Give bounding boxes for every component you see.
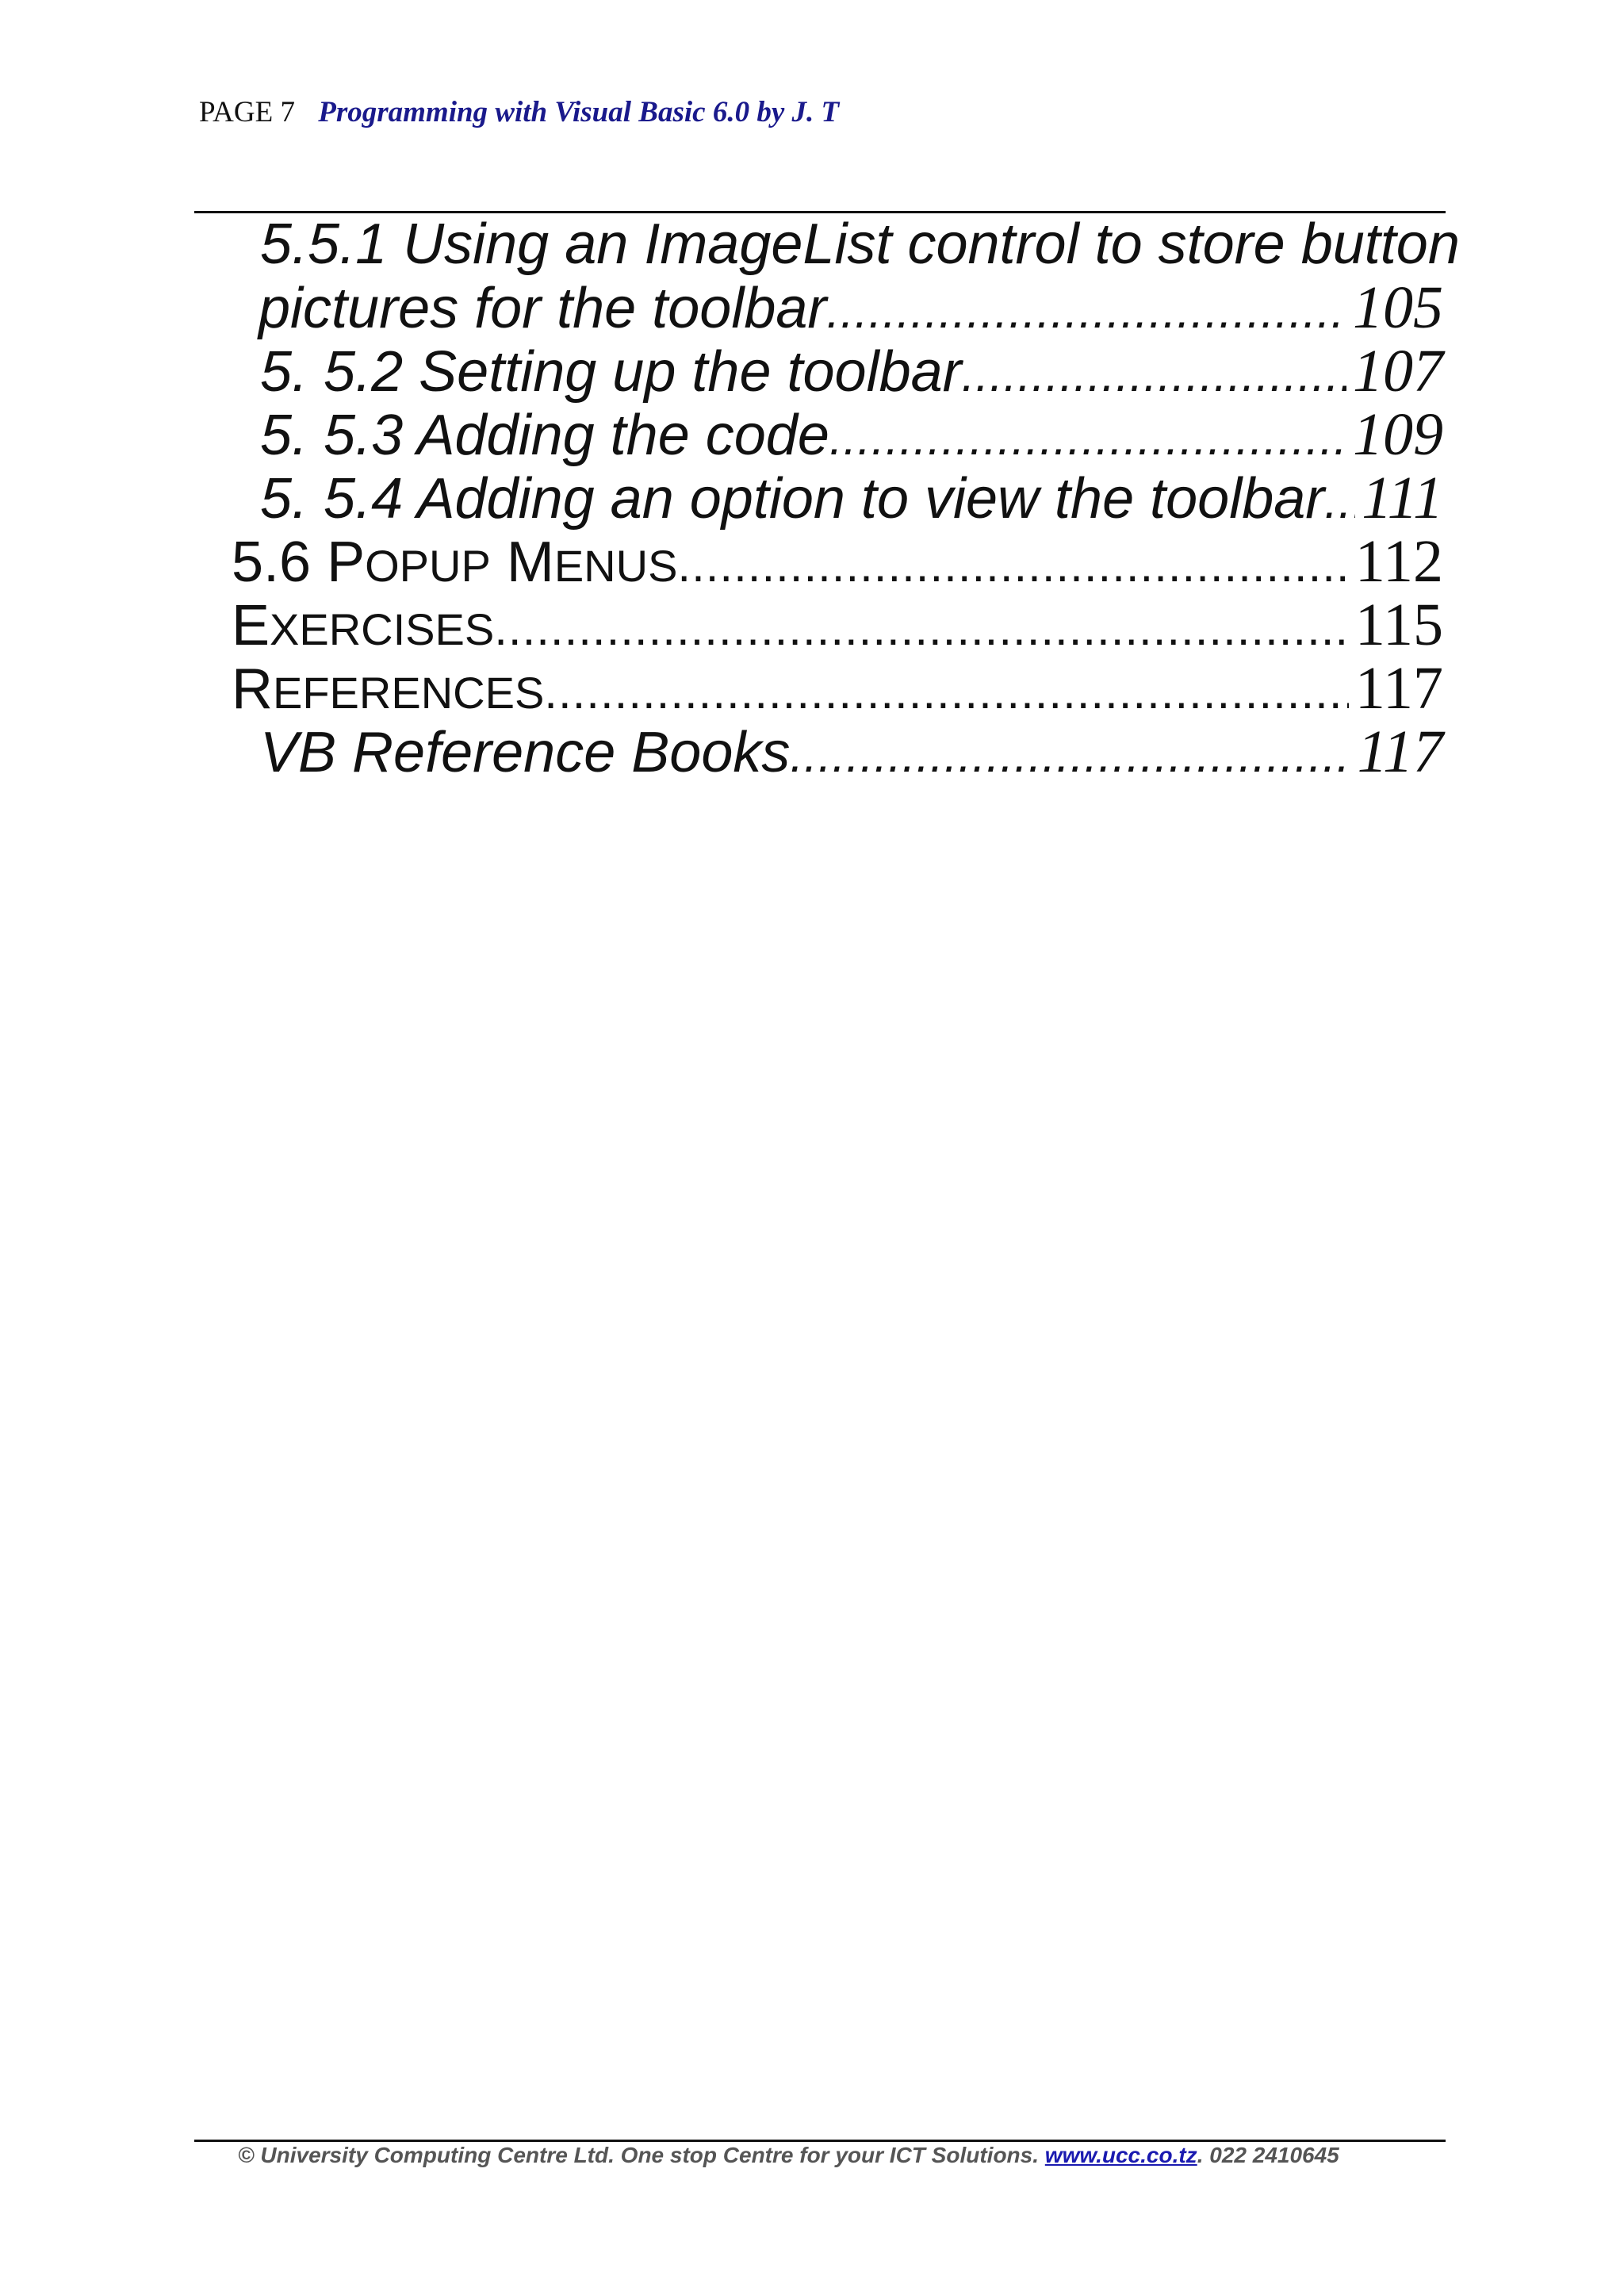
toc-entry-label: EXERCISES — [232, 594, 495, 657]
page-footer — [238, 2143, 1339, 2168]
toc-entry-label: 5.6 POPUP MENUS — [232, 531, 678, 594]
toc-page-number: 117 — [1357, 718, 1443, 785]
toc-page-number: 109 — [1353, 401, 1443, 468]
footer-copyright: © University Computing Centre Ltd. One stop Centre for your ICT Solutions. — [238, 2143, 1045, 2167]
toc-entry-5-5-1-line1: 5.5.1 Using an ImageList control to store button — [260, 213, 1460, 276]
toc-page-number: 115 — [1354, 592, 1443, 658]
toc-entry-5-5-1[interactable] — [259, 276, 1443, 343]
toc-entry-exercises[interactable] — [232, 593, 1443, 661]
toc-entry-5-5-2[interactable] — [260, 339, 1443, 407]
footer-phone: . 022 2410645 — [1197, 2143, 1339, 2167]
footer-rule — [194, 2140, 1446, 2142]
book-title: Programming with Visual Basic 6.0 by J. T — [318, 96, 840, 128]
toc-entry-label: VB Reference Books — [260, 721, 791, 784]
toc-entry-vb-reference-books[interactable] — [260, 720, 1443, 787]
toc-entry-5-5-3[interactable] — [260, 403, 1443, 470]
toc-page-number: 111 — [1362, 465, 1443, 531]
page-number: PAGE 7 — [199, 96, 295, 128]
dot-leader — [494, 597, 1349, 661]
toc-page-number: 105 — [1353, 274, 1443, 341]
toc-entry-5-5-4[interactable] — [260, 466, 1443, 534]
dot-leader — [790, 724, 1350, 787]
toc-entry-label: 5. 5.2 Setting up the toolbar — [260, 340, 962, 404]
toc-entry-label: 5. 5.4 Adding an option to view the toolbar — [260, 467, 1325, 531]
toc-entry-5-6[interactable] — [232, 530, 1443, 598]
toc-entry-label: 5. 5.3 Adding the code — [260, 404, 829, 467]
dot-leader — [826, 280, 1346, 343]
toc-entry-label: pictures for the toolbar — [259, 277, 827, 340]
dot-leader — [677, 534, 1348, 597]
dot-leader — [1324, 470, 1355, 534]
table-of-contents — [0, 0, 1624, 793]
footer-website-link[interactable]: www.ucc.co.tz — [1044, 2143, 1197, 2167]
toc-page-number: 112 — [1354, 528, 1443, 595]
toc-entry-references[interactable] — [232, 657, 1443, 725]
toc-page-number: 117 — [1354, 655, 1443, 722]
dot-leader — [544, 661, 1349, 724]
toc-entry-label: REFERENCES — [232, 657, 545, 721]
dot-leader — [962, 343, 1346, 407]
dot-leader — [829, 407, 1346, 470]
toc-page-number: 107 — [1353, 338, 1443, 404]
